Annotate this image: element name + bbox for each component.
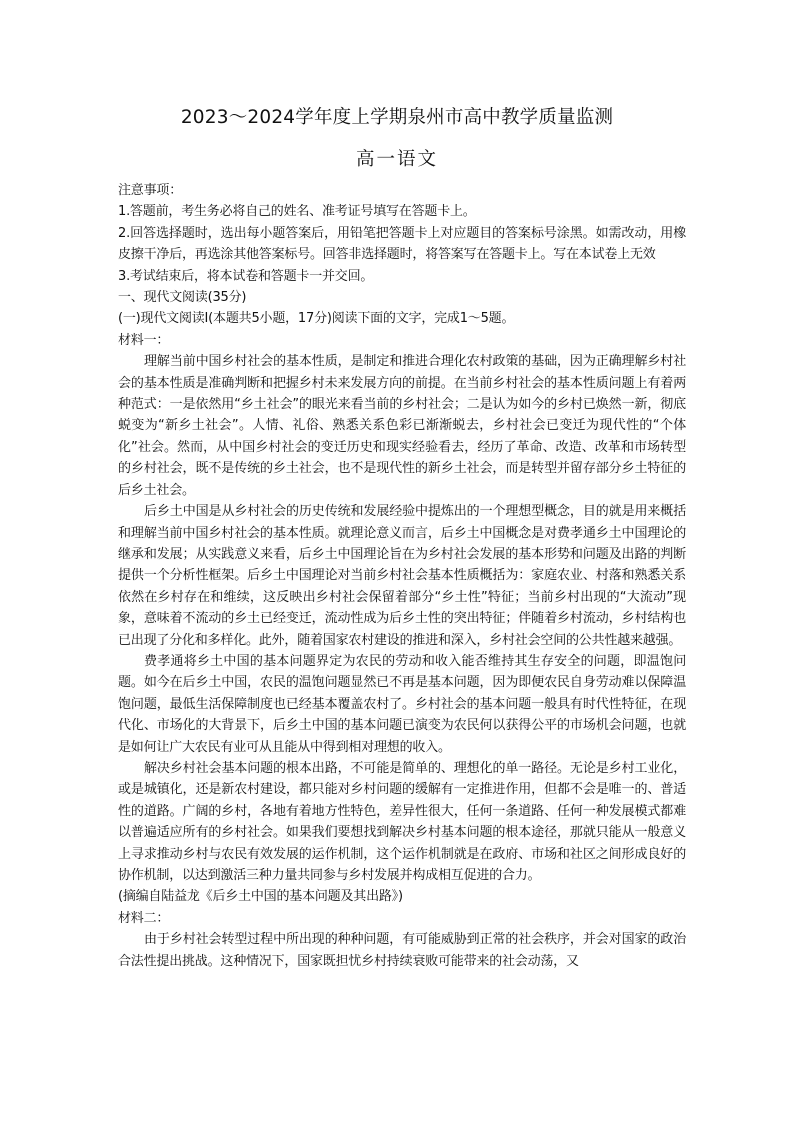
section-title: 一、现代文阅读(35分) bbox=[118, 290, 247, 306]
material-paragraph: 由于乡村社会转型过程中所出现的种种问题，有可能威胁到正常的社会秩序，并会对国家的政治合法性提出挑战。这种情况下，国家既担忧乡村持续衰败可能带来的社会动荡，又 bbox=[118, 932, 686, 969]
material-source: (摘编自陆益龙《后乡土中国的基本问题及其出路》) bbox=[118, 889, 403, 905]
material-paragraph: 后乡土中国是从乡村社会的历史传统和发展经验中提炼出的一个理想型概念，目的就是用来概括和理解当前中国乡村社会的基本性质。就理论意义而言，后乡土中国概念是对费孝通乡土中国理论的继承和发展；从实践意义来看，后乡土中国理论旨在为乡村社会发展的基本形势和问题及出路的判断提供一个分析性框架。后乡土中国理论对当前乡村社会基本性质概括为：家庭农业、村落和熟悉关系依然在乡村存在和维续，这反映出乡村社会保留着部分“乡土性”特征；当前乡村出现的“大流动”现象，意味着不流动的乡土已经变迁，流动性成为后乡土性的突出特征；伴随着乡村流动，乡村结构也已出现了分化和多样化。此外，随着国家农村建设的推进和深入，乡村社会空间的公共性越来越强。 bbox=[118, 504, 686, 648]
section-subtitle: (一)现代文阅读Ⅰ(本题共5小题，17分)阅读下面的文字，完成1～5题。 bbox=[118, 311, 515, 327]
exam-title: 2023～2024学年度上学期泉州市高中教学质量监测 bbox=[180, 107, 614, 128]
material-label: 材料二： bbox=[118, 910, 170, 926]
material-paragraph: 理解当前中国乡村社会的基本性质，是制定和推进合理化农村政策的基础，因为正确理解乡村社会的基本性质是准确判断和把握乡村未来发展方向的前提。在当前乡村社会的基本性质问题上有着两种范式：一是依然用“乡土社会”的眼光来看当前的乡村社会；二是认为如今的乡村已焕然一新，彻底蜕变为“新乡土社会”。人情、礼俗、熟悉关系色彩已渐渐蜕去，乡村社会已变迁为现代性的“个体化”社会。然而，从中国乡村社会的变迁历史和现实经验看去，经历了革命、改造、改革和市场转型的乡村社会，既不是传统的乡土社会，也不是现代性的新乡土社会，而是转型并留存部分乡土特征的后乡土社会。 bbox=[118, 354, 686, 498]
material-paragraph: 费孝通将乡土中国的基本问题界定为农民的劳动和收入能否维持其生存安全的问题，即温饱问题。如今在后乡土中国，农民的温饱问题显然已不再是基本问题，因为即便农民自身劳动难以保障温饱问题，最低生活保障制度也已经基本覆盖农村了。乡村社会的基本问题一般具有时代性特征，在现代化、市场化的大背景下，后乡土中国的基本问题已演变为农民何以获得公平的市场机会问题，也就是如何让广大农民有业可从且能从中得到相对理想的收入。 bbox=[118, 653, 686, 755]
exam-subject: 高一语文 bbox=[355, 149, 438, 170]
notes-item: 3.考试结束后，将本试卷和答题卡一并交回。 bbox=[118, 268, 374, 284]
material-label: 材料一： bbox=[118, 332, 170, 348]
notes-heading: 注意事项： bbox=[118, 183, 183, 198]
notes-item: 2.回答选择题时，选出每小题答案后，用铅笔把答题卡上对应题目的答案标号涂黑。如需改动，用橡皮擦干净后，再选涂其他答案标号。回答非选择题时，将答案写在答题卡上。写在本试卷上无效 bbox=[118, 225, 686, 263]
exam-body bbox=[118, 180, 686, 972]
material-paragraph: 解决乡村社会基本问题的根本出路，不可能是简单的、理想化的单一路径。无论是乡村工业化，或是城镇化，还是新农村建设，都只能对乡村问题的缓解有一定推进作用，但都不会是唯一的、普适性的道路。广阔的乡村，各地有着地方性特色，差异性很大，任何一条道路、任何一种发展模式都难以普遍适应所有的乡村社会。如果我们要想找到解决乡村基本问题的根本途径，那就只能从一般意义上寻求推动乡村与农民有效发展的运作机制，这个运作机制就是在政府、市场和社区之间形成良好的协作机制，以达到激活三种力量共同参与乡村发展并构成相互促进的合力。 bbox=[118, 760, 686, 883]
notes-item: 1.答题前，考生务必将自己的姓名、准考证号填写在答题卡上。 bbox=[118, 204, 476, 220]
